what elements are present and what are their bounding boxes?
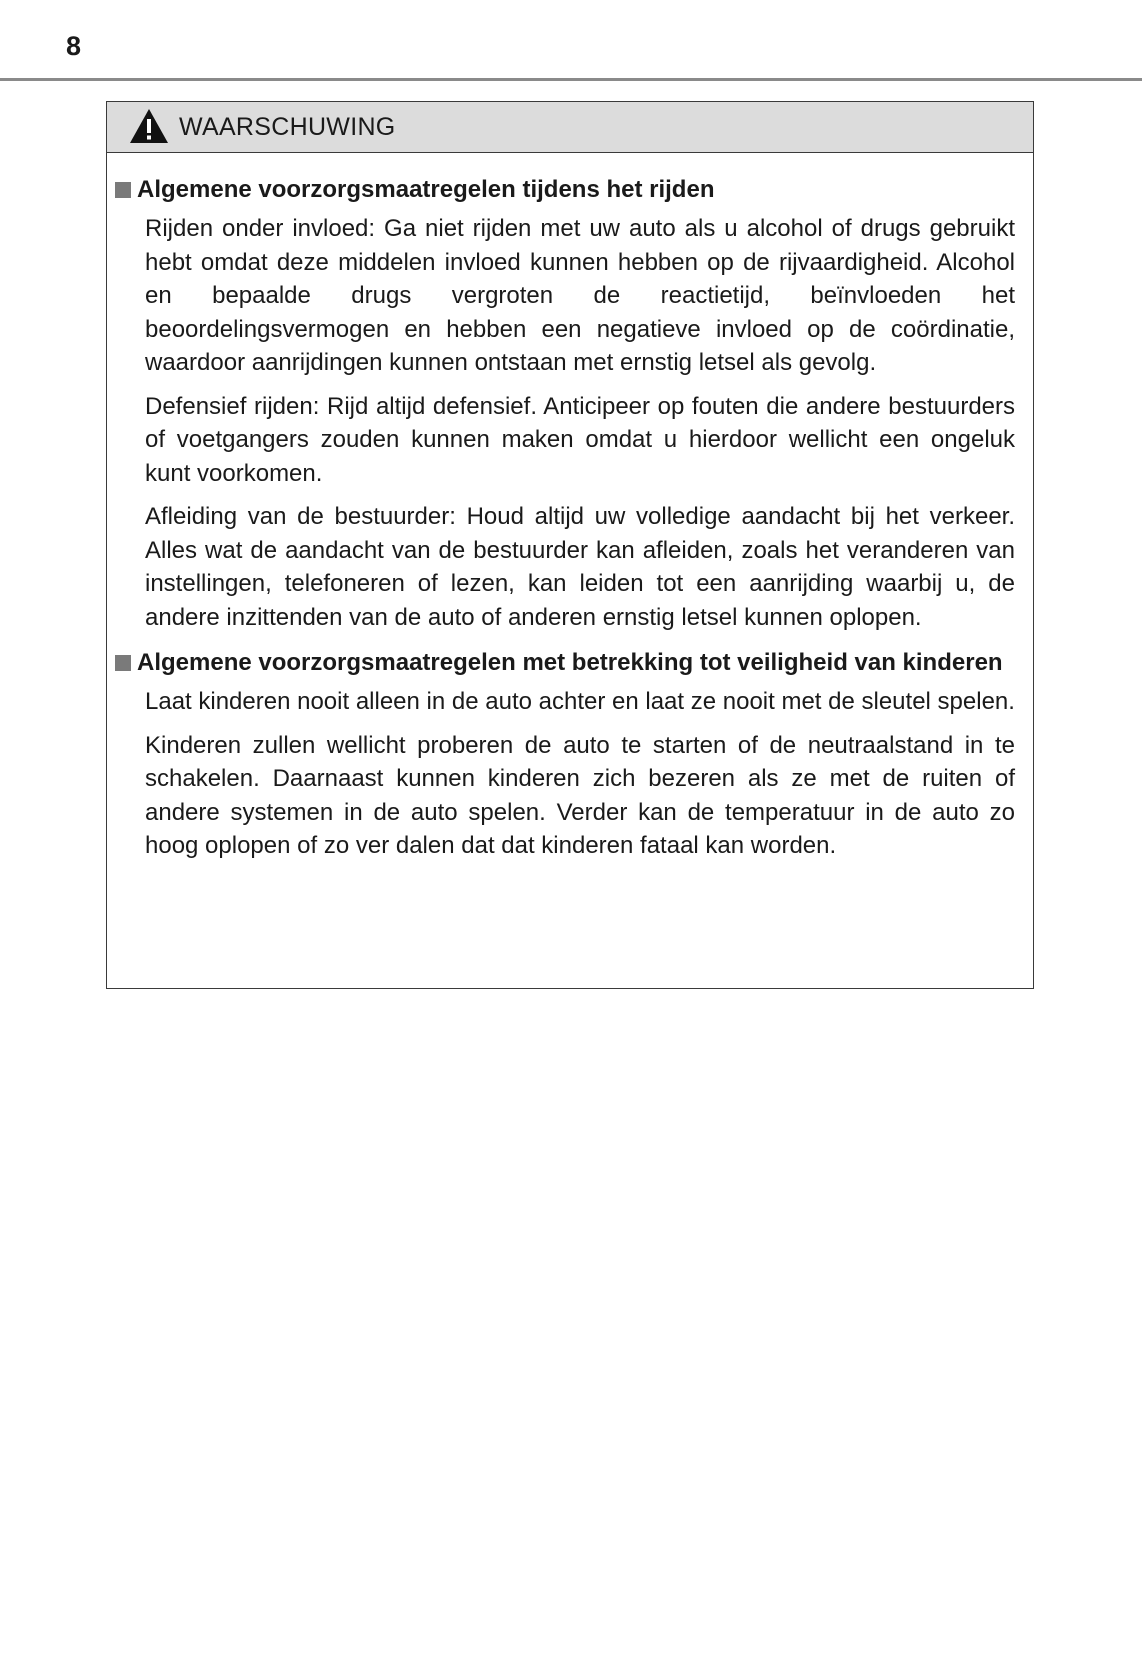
- bullet-square-icon: [115, 655, 131, 671]
- section-child-safety: [115, 646, 1015, 863]
- warning-box: [106, 101, 1034, 989]
- warning-header: [107, 102, 1033, 153]
- page-number: 8: [66, 31, 82, 61]
- warning-title: WAARSCHUWING: [179, 113, 396, 141]
- bullet-square-icon: [115, 182, 131, 198]
- section-heading: [115, 646, 1015, 679]
- paragraph-driving-under-influence: Rijden onder invloed: Ga niet rijden met uw auto als u alcohol of drugs gebruikt hebt omdat deze middelen invloed kunnen hebben op de rijvaardigheid. Alcohol en bepaalde drugs vergroten de reactietijd, beïnvloeden het beoordelingsvermogen en hebben een negatieve invloed op de coördinatie, waardoor aanrijdingen kunnen ontstaan met ernstig letsel als gevolg.: [145, 215, 1015, 376]
- paragraph-children-alone: Laat kinderen nooit alleen in de auto achter en laat ze nooit met de sleutel spelen.: [145, 688, 1015, 715]
- section-heading-text: Algemene voorzorgsmaatregelen tijdens het rijden: [137, 176, 715, 203]
- header-rule: [0, 78, 1142, 81]
- warning-triangle-icon: [129, 108, 169, 144]
- paragraph-children-risks: Kinderen zullen wellicht proberen de auto te starten of de neutraalstand in te schakelen. Daarnaast kunnen kinderen zich bezeren als ze met de ruiten of andere systemen in de auto spelen. Verder kan de temperatuur in de auto zo hoog oplopen of zo ver dalen dat dat kinderen fataal kan worden.: [145, 731, 1015, 859]
- section-heading: [115, 173, 1015, 206]
- section-heading-text: Algemene voorzorgsmaatregelen met betrekking tot veiligheid van kinderen: [137, 649, 1003, 676]
- section-driving-precautions: [115, 173, 1015, 634]
- paragraph-defensive-driving: Defensief rijden: Rijd altijd defensief. Anticipeer op fouten die andere bestuurders of voetgangers zouden kunnen maken omdat u hierdoor wellicht een ongeluk kunt voorkomen.: [145, 392, 1015, 487]
- warning-content: [107, 153, 1033, 863]
- paragraph-driver-distraction: Afleiding van de bestuurder: Houd altijd uw volledige aandacht bij het verkeer. Alles wat de aandacht van de bestuurder kan afleiden, zoals het veranderen van instellingen, telefoneren of lezen, kan leiden tot een aanrijding waarbij u, de andere inzittenden van de auto of anderen ernstig letsel kunnen oplopen.: [145, 503, 1015, 631]
